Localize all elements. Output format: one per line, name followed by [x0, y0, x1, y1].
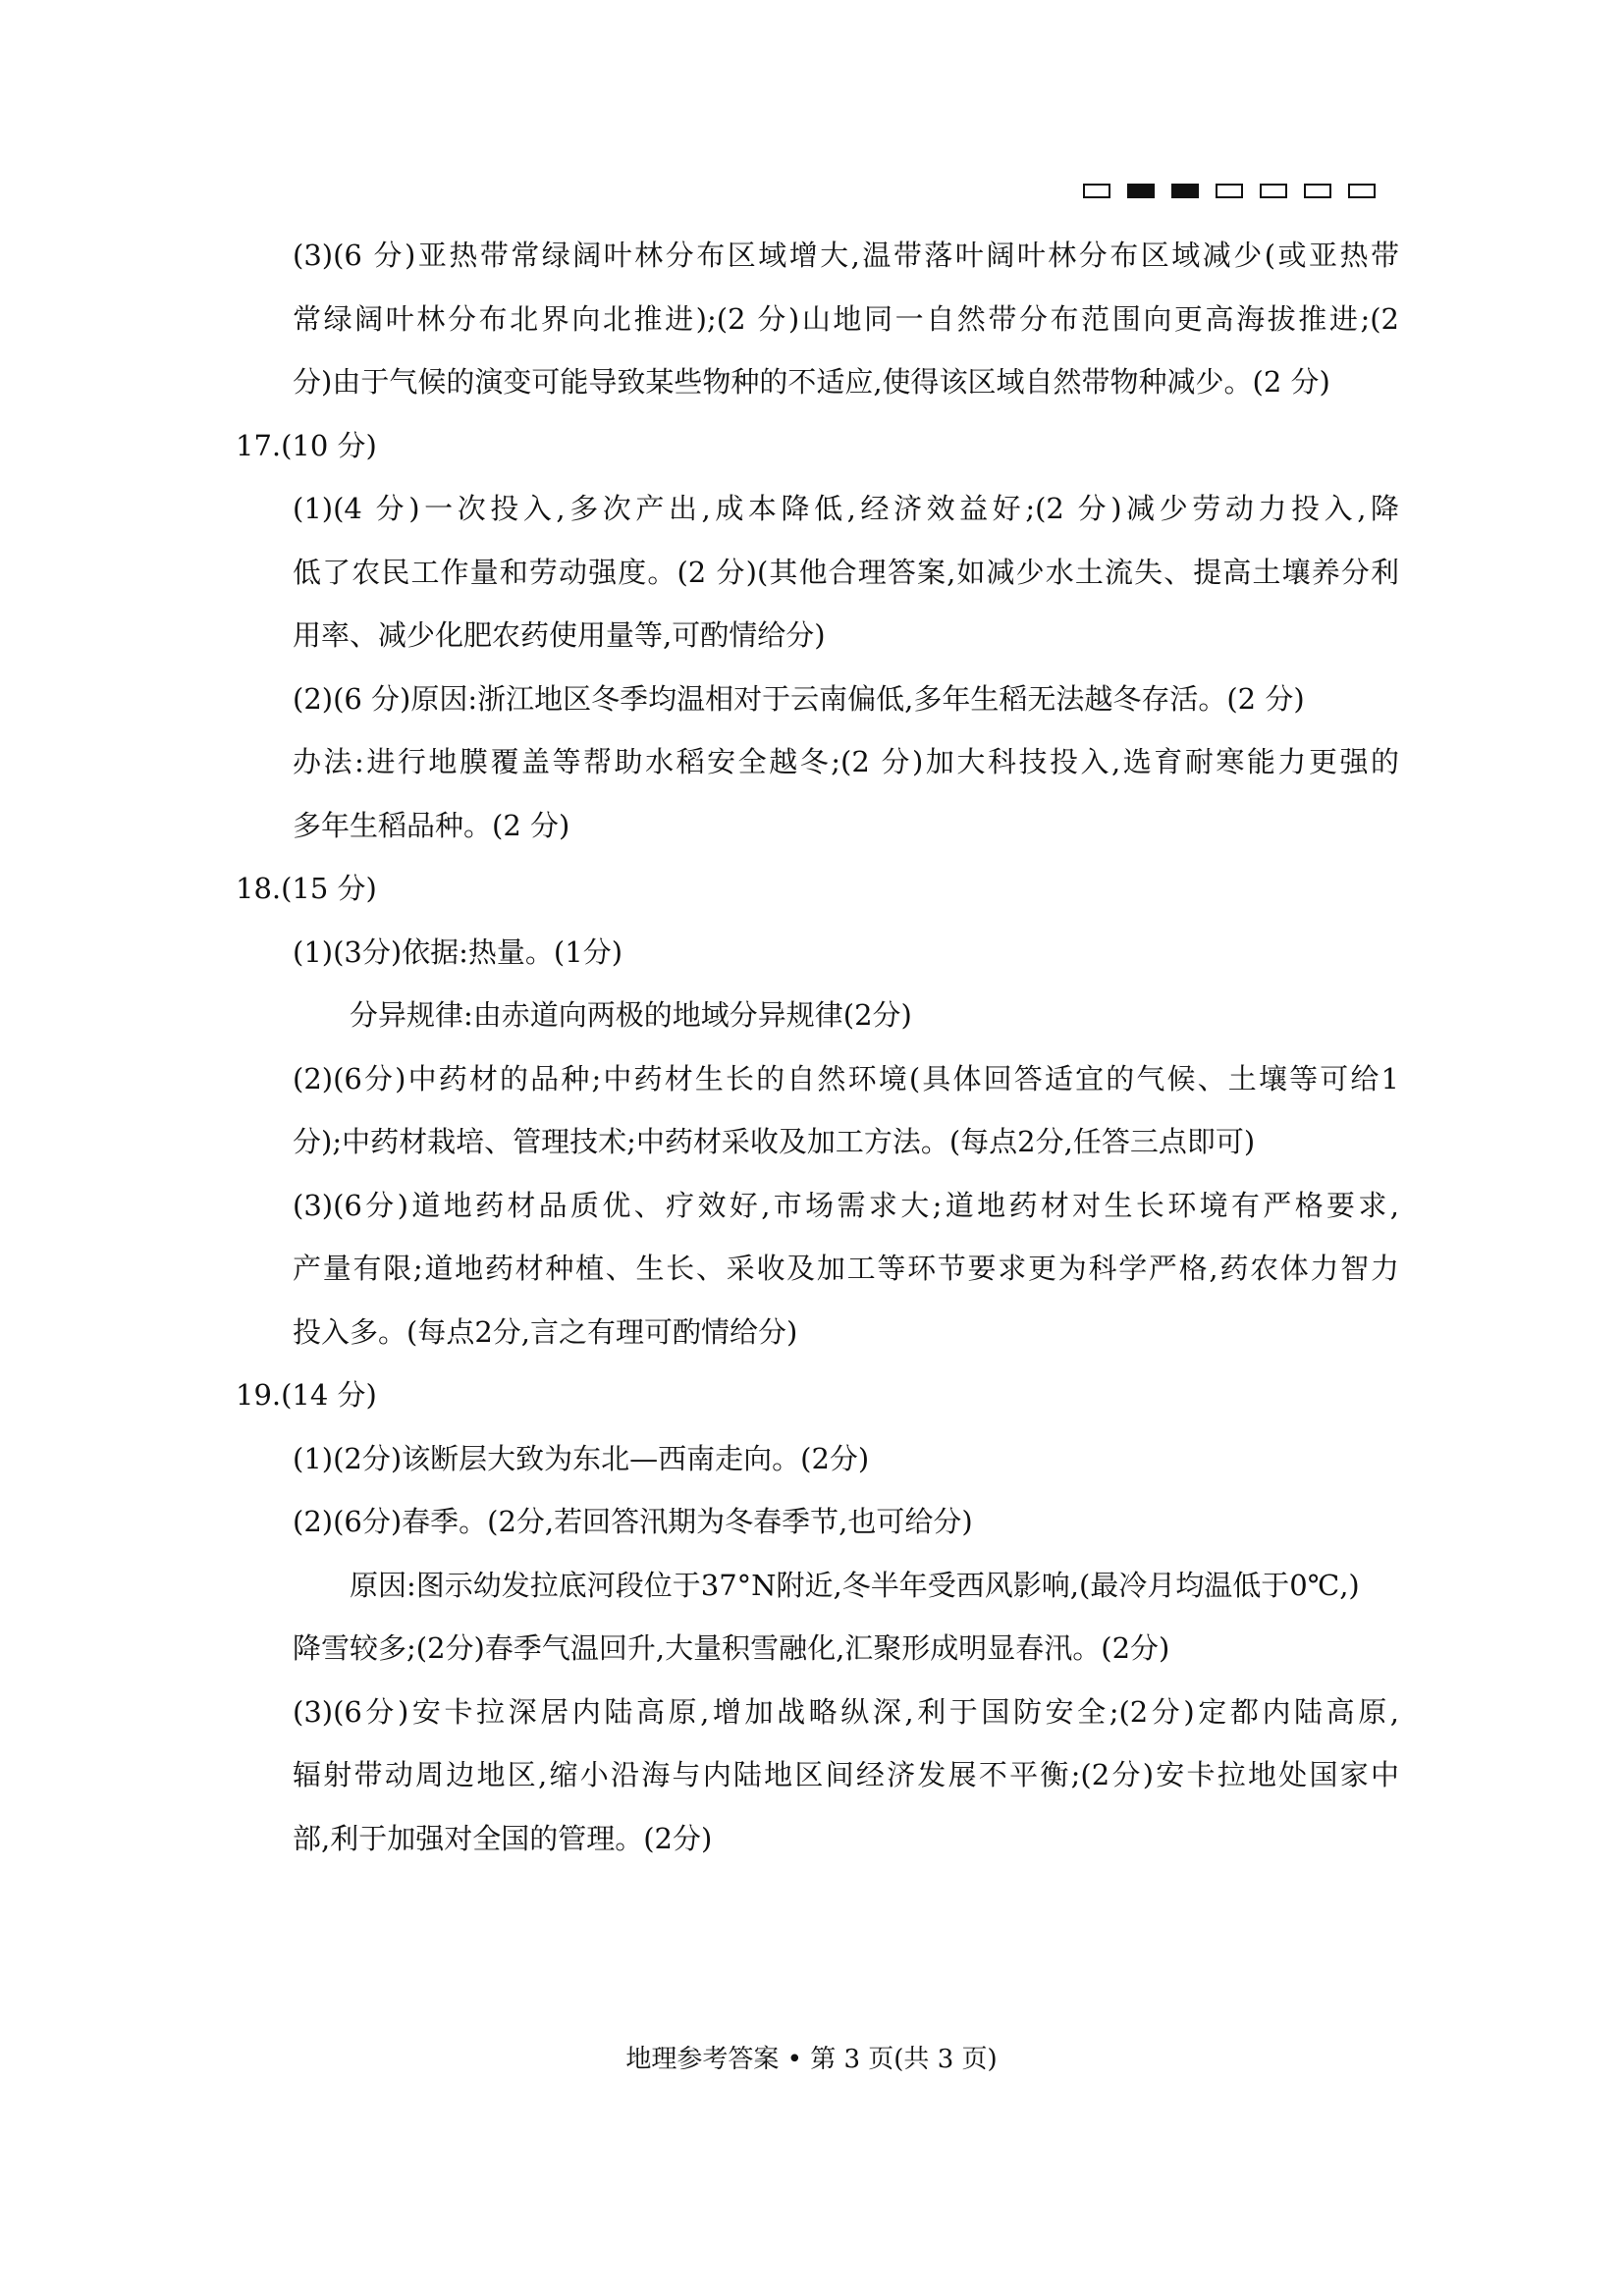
answer-line: 产量有限;道地药材种植、生长、采收及加工等环节要求更为科学严格,药农体力智力: [293, 1252, 1399, 1285]
answer-line: (2)(6分)春季。(2分,若回答汛期为冬春季节,也可给分): [293, 1505, 973, 1538]
answer-line: 原因:图示幼发拉底河段位于37°N附近,冬半年受西风影响,(最冷月均温低于0℃,): [350, 1568, 1360, 1602]
answer-line: 分)由于气候的演变可能导致某些物种的不适应,使得该区域自然带物种减少。(2 分): [293, 365, 1330, 399]
mark-box-empty: [1348, 184, 1376, 198]
mark-box-empty: [1260, 184, 1287, 198]
answer-line: 办法:进行地膜覆盖等帮助水稻安全越冬;(2 分)加大科技投入,选育耐寒能力更强的: [293, 745, 1399, 778]
answer-line: (3)(6分)安卡拉深居内陆高原,增加战略纵深,利于国防安全;(2分)定都内陆高原,: [293, 1694, 1399, 1729]
answer-line: (3)(6分)道地药材品质优、疗效好,市场需求大;道地药材对生长环境有严格要求,: [293, 1188, 1399, 1222]
answer-line: 常绿阔叶林分布北界向北推进);(2 分)山地同一自然带分布范围向更高海拔推进;(2: [293, 301, 1399, 336]
answer-line: 用率、减少化肥农药使用量等,可酌情给分): [293, 618, 826, 652]
answer-line: 降雪较多;(2分)春季气温回升,大量积雪融化,汇聚形成明显春汛。(2分): [293, 1631, 1170, 1665]
mark-box-empty: [1304, 184, 1331, 198]
mark-box-filled: [1171, 184, 1199, 198]
answer-line: (3)(6 分)亚热带常绿阔叶林分布区域增大,温带落叶阔叶林分布区域减少(或亚热带: [293, 239, 1399, 272]
answer-content: [236, 224, 1399, 1870]
answer-line: 低了农民工作量和劳动强度。(2 分)(其他合理答案,如减少水土流失、提高土壤养分利: [293, 555, 1399, 589]
answer-line: 部,利于加强对全国的管理。(2分): [293, 1821, 713, 1855]
question-number: 18.(15 分): [236, 872, 377, 905]
answer-line: (1)(3分)依据:热量。(1分): [293, 934, 623, 969]
answer-line: 分异规律:由赤道向两极的地域分异规律(2分): [350, 998, 912, 1032]
answer-line: 多年生稻品种。(2 分): [293, 808, 570, 842]
header-marks: [1083, 184, 1376, 198]
answer-line: (2)(6分)中药材的品种;中药材生长的自然环境(具体回答适宜的气候、土壤等可给1: [293, 1061, 1399, 1095]
answer-line: (2)(6 分)原因:浙江地区冬季均温相对于云南偏低,多年生稻无法越冬存活。(2 分): [293, 681, 1305, 716]
mark-box-empty: [1216, 184, 1243, 198]
page-footer: 地理参考答案 • 第 3 页(共 3 页): [625, 2045, 998, 2074]
answer-line: (1)(4 分)一次投入,多次产出,成本降低,经济效益好;(2 分)减少劳动力投入,降: [293, 492, 1399, 525]
mark-box-filled: [1127, 184, 1155, 198]
question-number: 19.(14 分): [236, 1378, 377, 1412]
question-number: 17.(10 分): [236, 428, 377, 462]
answer-line: 辐射带动周边地区,缩小沿海与内陆地区间经济发展不平衡;(2分)安卡拉地处国家中: [293, 1758, 1399, 1791]
answer-line: (1)(2分)该断层大致为东北—西南走向。(2分): [293, 1441, 870, 1475]
answer-line: 分);中药材栽培、管理技术;中药材采收及加工方法。(每点2分,任答三点即可): [293, 1125, 1256, 1158]
answer-line: 投入多。(每点2分,言之有理可酌情给分): [293, 1314, 798, 1349]
mark-box-empty: [1083, 184, 1110, 198]
